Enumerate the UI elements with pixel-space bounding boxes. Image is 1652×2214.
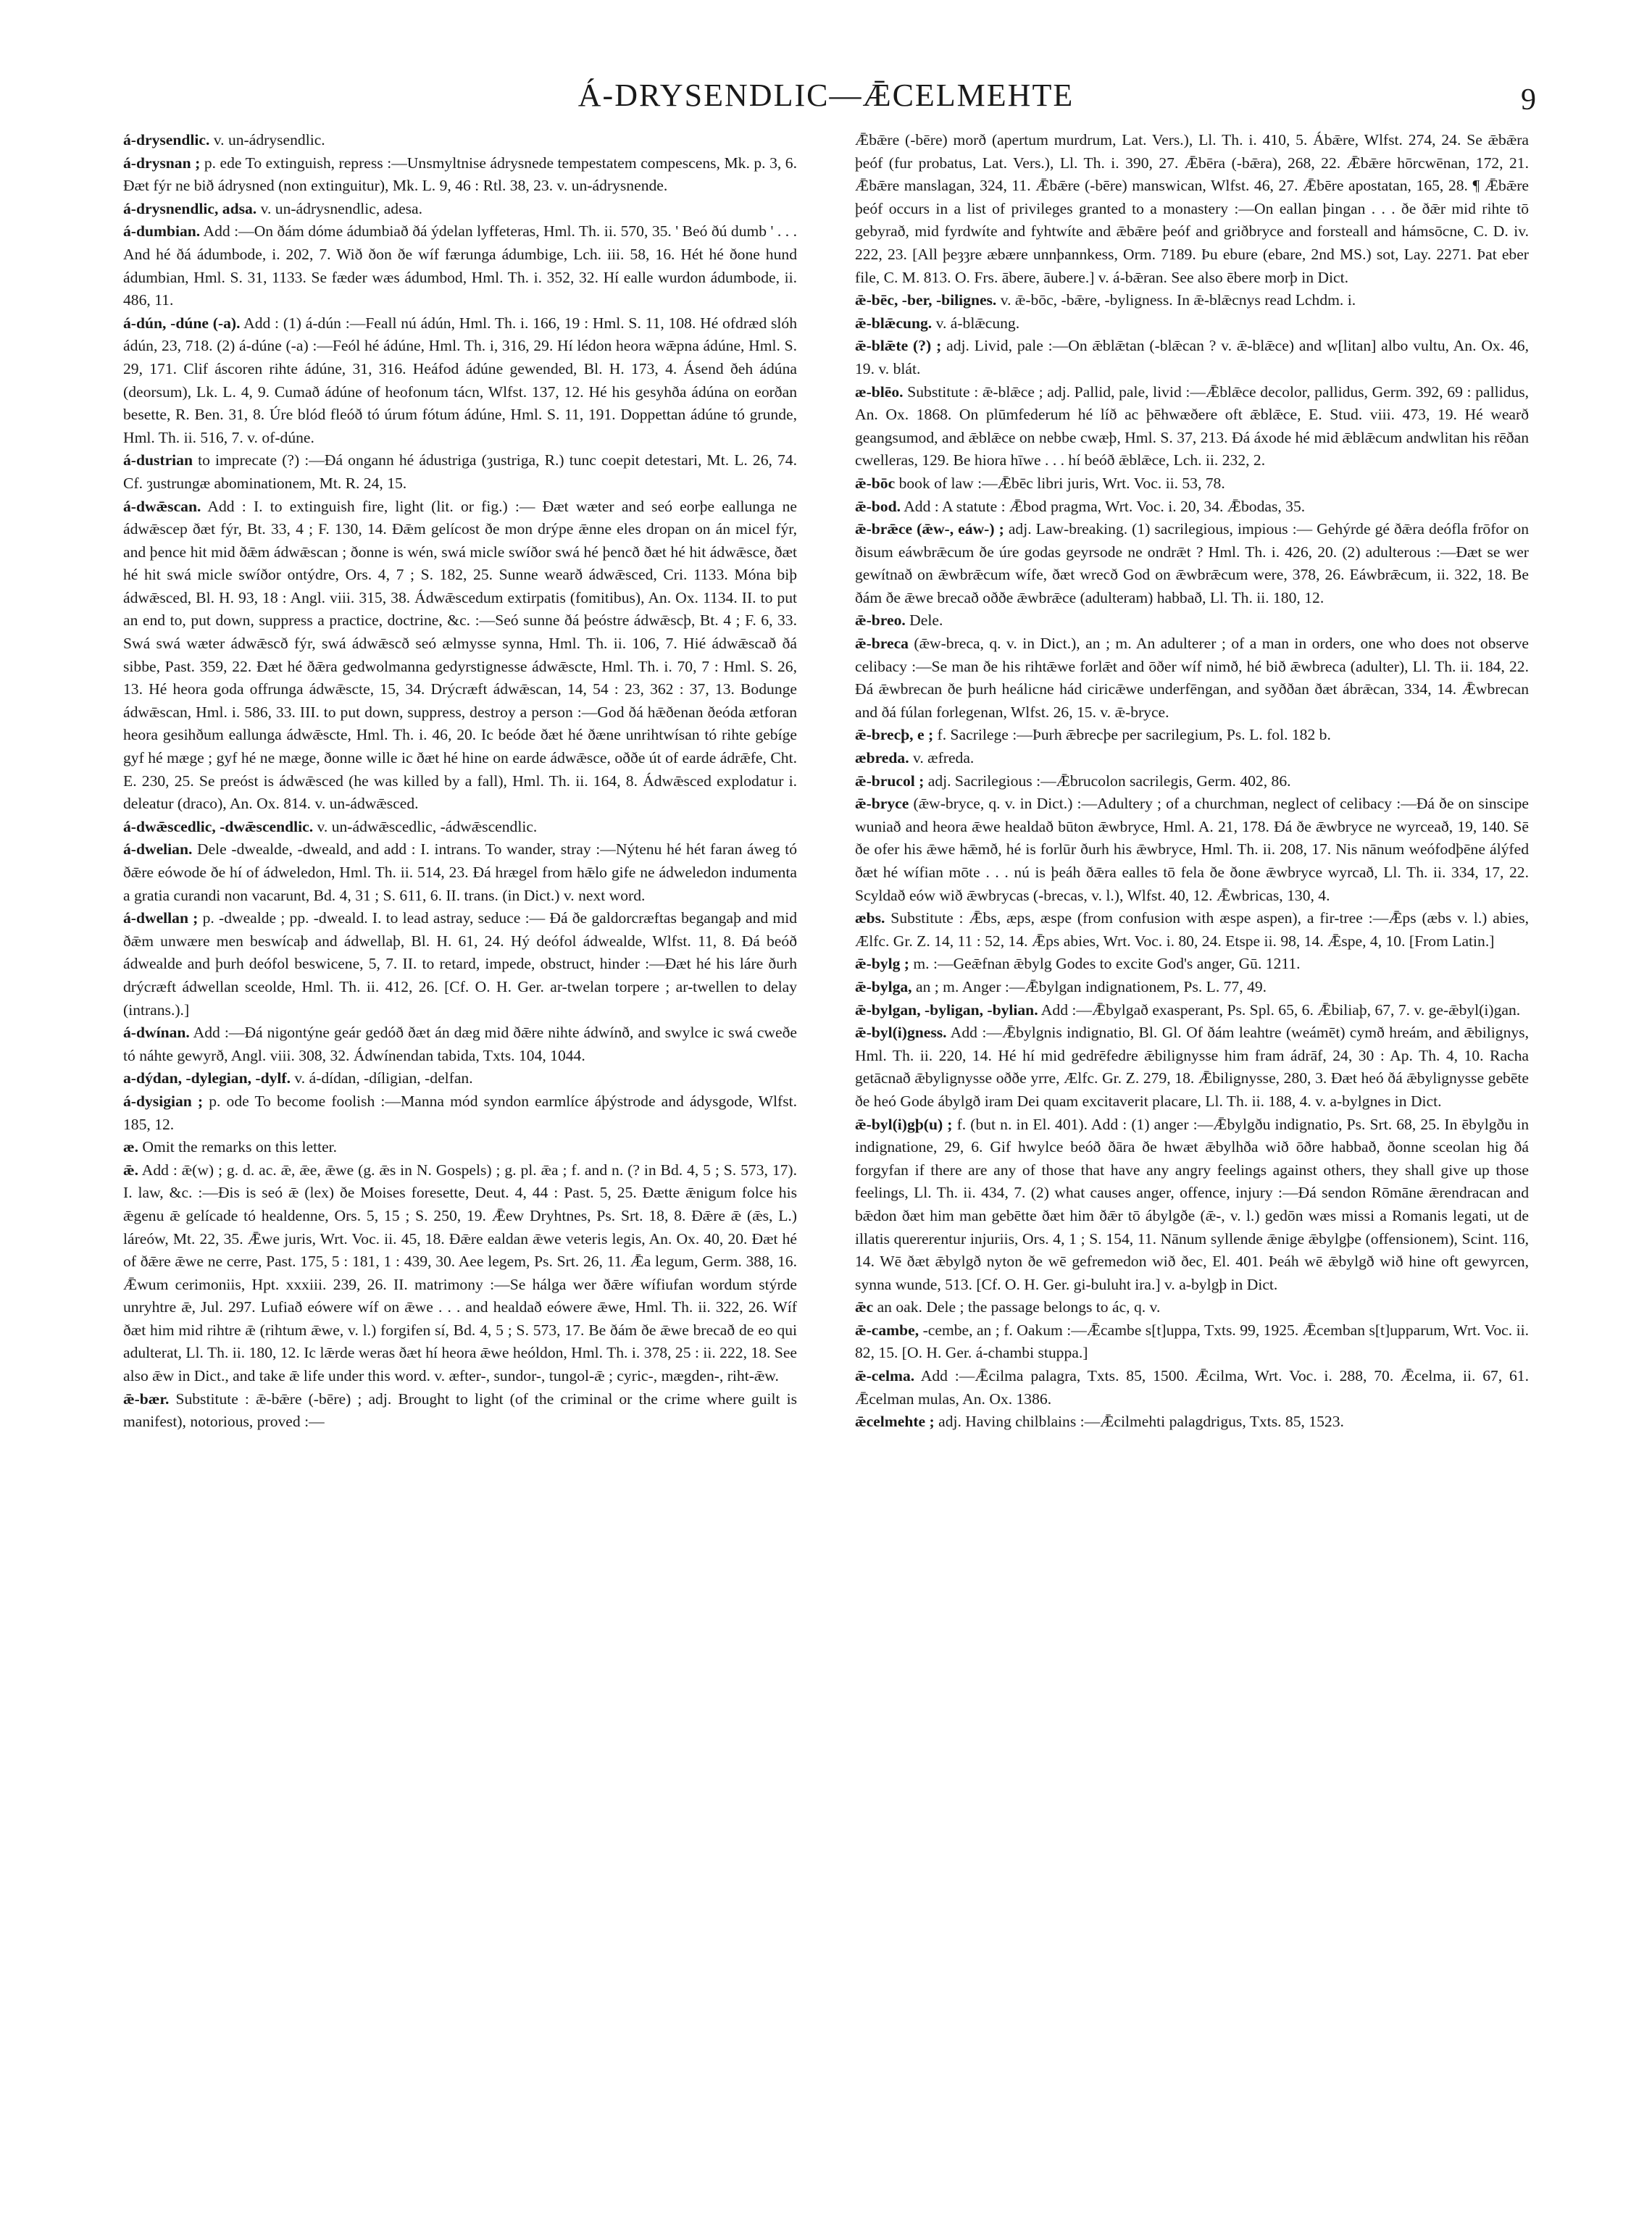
entry-text: Omit the remarks on this letter.: [138, 1138, 338, 1156]
entry-headword: á-dwelian.: [123, 840, 193, 859]
dictionary-entry: [855, 312, 1529, 335]
dictionary-entry: [855, 976, 1529, 999]
dictionary-entry: [855, 609, 1529, 632]
entry-text: f. (but n. in El. 401). Add : (1) anger :—Ǣbylgðu indignatio, Ps. Srt. 68, 25. In ēbylgðu in indignatione, 29, 6. Gif hwylce beóð ðāra ðe hwæt ǣbylhða wið ōðre habbað, ðonne sceolan hig ðá forgyfan if there are any of those that have any angry feelings against others, they shall give up those feelings, Ll. Th. ii. 434, 7. (2) what causes anger, offence, injury :—Ðá sendon Rōmāne ǣrendracan and bǣdon ðæt him man gebētte ðæt him ðǣr tō ábylgðe (ǣ-, v. l.) gedōn wæs missi a Romanis legati, ut de illatis quererentur injuriis, Ors. 4, 1 ; S. 154, 11. Nānum syllende ǣnige ǣbylgþe (offensionem), Scint. 116, 14. Wē ðæt ǣbylgð nyton ðe wē gefremedon wið ðec, El. 401. Þeáh wē ǣbylgð wið hine oft gewyrcen, synna wunde, 513. [Cf. O. H. Ger. gi-buluht ira.] v. a-bylgþ in Dict.: [855, 1115, 1529, 1293]
entry-text: v. á-dídan, -díligian, -delfan.: [290, 1069, 473, 1087]
dictionary-entry: [123, 220, 797, 312]
entry-headword: á-dysigian ;: [123, 1092, 204, 1110]
entry-text: adj. Livid, pale :—On ǣblǣtan (-blǣcan ? v. ǣ-blǣce) and w[litan] albo vultu, An. Ox. 46, 19. v. blát.: [855, 337, 1529, 377]
entry-headword: ǣ.: [123, 1161, 138, 1179]
entry-text: adj. Sacrilegious :—Ǣbrucolon sacrilegis, Germ. 402, 86.: [924, 772, 1291, 790]
entry-text: an oak. Dele ; the passage belongs to ác, q. v.: [873, 1298, 1161, 1316]
entry-text: Add : I. to extinguish fire, light (lit. or fig.) :— Ðæt wæter and seó eorþe eallunga ne ádwǣscep ðæt fýr, Bt. 33, 4 ; F. 130, 14. Ðǣm gelícost ðe mon drýpe ǣnne eles dropan on án micel fýr, and þence hit mid ðǣm ádwǣscan ; ðonne is wén, swá micle swíðor swá hé þencð ðæt hé hit ádwǣsce, ðæt hé hit swá micle swíðor ontýdre, Ors. 4, 7 ; S. 182, 25. Sunne wearð ádwǣsced, Cri. 1133. Móna biþ ádwǣsced, Bl. H. 93, 18 : Angl. viii. 315, 38. Ádwǣscedum extirpatis (fomitibus), An. Ox. 1134. II. to put an end to, put down, suppress a practice, doctrine, &c. :—Seó sunne ðá þeóstre ádwǣscþ, Bt. 4 ; F. 6, 33. Swá swá wæter ádwǣscð fýr, swá ádwǣscð seó ælmysse synna, Hml. Th. ii. 106, 7. Hié ádwǣscað ðá sibbe, Past. 359, 22. Ðæt hé ðǣra gedwolmanna gedyrstignesse ádwǣscte, Hml. Th. i. 70, 7 : Hml. S. 26, 13. Hé heora goda offrunga ádwǣscte, 15, 34. Drýcræft ádwǣscan, 14, 54 : 23, 362 : 37, 13. Bodunge ádwǣscan, Hml. i. 586, 33. III. to put down, suppress, destroy a person :—God ðá hǣðenan ðeóda ætforan heora gesihðum eallunga ádwǣscte, Hml. Th. i. 46, 20. Ic beóde ðæt hé ðæne unrihtwísan tó rihte gebíge gyf hé mæge ; gyf hé ne mæge, ðonne wille ic ðæt hé hine on earde ádwǣsce, oððe út of earde ádrǣfe, Cht. E. 230, 25. Se preóst is ádwǣsced (he was killed by a fall), Hml. Th. ii. 164, 8. Ádwǣsced explodatur i. deleatur (draco), An. Ox. 814. v. un-ádwǣsced.: [123, 497, 797, 813]
entry-text: Dele -dwealde, -dweald, and add : I. intrans. To wander, stray :—Nýtenu hé hét faran áweg tó ðǣre eówode ðe hí of ádweledon, Hml. Th. ii. 514, 23. Ðá hrægel from hǣlo gife ne ádweledon indumenta a gratia curandi non vacarunt, Bd. 4, 31 ; S. 611, 6. II. trans. (in Dict.) v. next word.: [123, 840, 797, 904]
dictionary-entry: [123, 129, 797, 152]
entry-text: p. ode To become foolish :—Manna mód syndon earmlíce áþýstrode and ádysgode, Wlfst. 185, 12.: [123, 1092, 797, 1133]
dictionary-entry: [855, 1114, 1529, 1297]
dictionary-entry: [123, 1388, 797, 1434]
entry-text: adj. Having chilblains :—Ǣcilmehti palagdrigus, Txts. 85, 1523.: [934, 1413, 1344, 1431]
entry-headword: á-dwellan ;: [123, 909, 199, 927]
dictionary-entry: [123, 1067, 797, 1090]
entry-text: Ǣbǣre (-bēre) morð (apertum murdrum, Lat. Vers.), Ll. Th. i. 410, 5. Ábǣre, Wlfst. 274, 24. Se ǣbǣra þeóf (fur probatus, Lat. Vers.), Ll. Th. i. 390, 27. Ǣbēra (-bǣra), 268, 22. Ǣbǣre hōrcwēnan, 172, 21. Ǣbǣre manslagan, 324, 11. Ǣbǣre (-bēre) manswican, Wlfst. 46, 27. Ǣbēre apostatan, 165, 28. ¶ Ǣbǣre þeóf occurs in a list of privileges granted to a monastery :—On eallan þingan . . . ðe ðǣr mid rihte tō gebyrað, mid fyrdwíte and fyhtwíte and ǣbǣre þeóf and griðbryce and forsteall and hámsōcne, C. D. iv. 222, 23. [All þeȝȝre æbære unnþannkess, Orm. 7189. Þu ebure (ebare, 2nd MS.) sot, Lay. 2271. Þat eber file, C. M. 813. O. Frs. ābere, āubere.] v. á-bǣran. See also ēbere morþ in Dict.: [855, 131, 1529, 286]
entry-text: book of law :—Ǣbēc libri juris, Wrt. Voc. ii. 53, 78.: [895, 474, 1225, 492]
dictionary-entry: [123, 312, 797, 450]
entry-text: Add :—Ǣcilma palagra, Txts. 85, 1500. Ǣcilma, Wrt. Voc. i. 288, 70. Ǣcelma, ii. 67, 61. Ǣcelman mulas, An. Ox. 1386.: [855, 1367, 1529, 1408]
entry-headword: æbs.: [855, 909, 885, 927]
entry-headword: ǣcelmehte ;: [855, 1413, 935, 1431]
entry-headword: ǣ-byl(i)gþ(u) ;: [855, 1115, 953, 1133]
dictionary-entry: [855, 793, 1529, 907]
entry-headword: ǣ-celma.: [855, 1367, 915, 1385]
dictionary-entry: [123, 1136, 797, 1159]
left-column: [123, 129, 797, 2186]
dictionary-entry: [123, 907, 797, 1022]
entry-headword: á-dwínan.: [123, 1024, 190, 1042]
entry-headword: ǣ-bod.: [855, 497, 901, 515]
dictionary-entry: [855, 496, 1529, 519]
dictionary-entry: [855, 747, 1529, 770]
dictionary-entry: [855, 518, 1529, 609]
entry-text: m. :—Geǣfnan ǣbylg Godes to excite God's anger, Gū. 1211.: [909, 955, 1301, 973]
dictionary-entry: [855, 1022, 1529, 1113]
entry-headword: ǣ-bryce: [855, 795, 909, 813]
dictionary-entry: [855, 724, 1529, 747]
entry-text: v. un-ádrysendlic.: [209, 131, 325, 149]
dictionary-entry: [123, 152, 797, 198]
entry-text: p. -dwealde ; pp. -dweald. I. to lead astray, seduce :— Ðá ðe galdorcræftas begangaþ and mid ðǣm unwære men beswícaþ and ádwellaþ, Bl. H. 61, 24. Hý deófol ádwealde, Wlfst. 11, 8. Ðá beóð ádwealde and þurh deófol beswicene, 5, 7. II. to retard, impede, obstruct, hinder :—Ðæt hé his láre ðurh drýcræft ádwellan sceolde, Hml. Th. ii. 412, 26. [Cf. O. H. Ger. ar-twelan torpere ; ar-twellen to delay (intrans.).]: [123, 909, 797, 1019]
entry-text: Add : A statute : Ǣbod pragma, Wrt. Voc. i. 20, 34. Ǣbodas, 35.: [901, 497, 1306, 515]
dictionary-entry: [855, 1319, 1529, 1365]
entry-text: Add : (1) á-dún :—Feall nú ádún, Hml. Th. i. 166, 19 : Hml. S. 11, 108. Hé ofdræd slóh ádún, 23, 718. (2) á-dúne (-a) :—Feól hé ádúne, Hml. Th. i, 316, 29. Hí lédon heora wǣpna ádúne, Hml. S. 29, 171. Clif áscoren rihte ádúne, 31, 316. Heáfod ádúne gewended, Bl. H. 173, 4. Ásend ðeh ádúna (deorsum), Lk. L. 4, 9. Cumað ádúne of heofonum tácn, Wlfst. 137, 12. Hé his gesyhða ádúna on eorðan besette, R. Ben. 31, 8. Úre blód fleóð tó úrum fótum ádúne, Hml. S. 11, 191. Doppettan ádúne tó grunde, Hml. Th. ii. 516, 7. v. of-dúne.: [123, 314, 797, 446]
entry-text: Add :—Ǣbylgnis indignatio, Bl. Gl. Of ðám leahtre (weámēt) cymð hreám, and ǣbilignys, Hml. Th. ii. 220, 14. Hé hí mid gedrēfedre ǣbilignysse him fram ádrāf, 24, 30 : Ap. Th. 4, 10. Racha getācnað ǣbylignysse oððe yrre, Ælfc. Gr. Z. 279, 18. Ǣbilignysse, 280, 3. Ðæt heó ðá ǣbylignysse gebēte ðe heó Gode ábylgð iram Dei quam excitaverit placare, Ll. Th. ii. 188, 4. v. a-bylgnes in Dict.: [855, 1024, 1529, 1110]
entry-headword: æbreda.: [855, 749, 909, 767]
entry-headword: á-dustrian: [123, 451, 193, 469]
entry-headword: ǣc: [855, 1298, 874, 1316]
entry-text: f. Sacrilege :—Þurh ǣbrecþe per sacrilegium, Ps. L. fol. 182 b.: [933, 726, 1331, 744]
running-head: Á-DRYSENDLIC—ǢCELMEHTE: [577, 78, 1075, 113]
dictionary-entry: [123, 449, 797, 495]
entry-headword: á-dwǣscan.: [123, 497, 201, 515]
entry-headword: a-dýdan, -dylegian, -dylf.: [123, 1069, 291, 1087]
page-number: 9: [1521, 83, 1536, 117]
entry-headword: ǣ-brucol ;: [855, 772, 925, 790]
entry-text: Substitute : Ǣbs, æps, æspe (from confusion with æspe aspen), a fir-tree :—Ǣps (æbs v. l.) abies, Ælfc. Gr. Z. 14, 11 : 52, 14. Ǣps abies, Wrt. Voc. i. 80, 24. Etspe ii. 98, 14. Ǣspe, 4, 10. [From Latin.]: [855, 909, 1529, 950]
entry-text: Add :—Ðá nigontýne geár gedóð ðæt án dæg mid ðǣre nihte ádwínð, and swylce ic swá cweðe tó náhte gewyrð, Angl. viii. 308, 32. Ádwínendan tabida, Txts. 104, 1044.: [123, 1024, 797, 1064]
entry-headword: á-drysnendlic, adsa.: [123, 199, 257, 217]
dictionary-entry: [855, 1411, 1529, 1434]
entry-headword: ǣ-bōc: [855, 474, 896, 492]
entry-text: p. ede To extinguish, repress :—Unsmyltnise ádrysnede tempestatem compescens, Mk. p. 3, 6. Ðæt fýr ne bið ádrysned (non extinguitur), Mk. L. 9, 46 : Rtl. 38, 23. v. un-ádrysnende.: [123, 154, 797, 195]
dictionary-entry: [855, 381, 1529, 472]
entry-text: (ǣw-breca, q. v. in Dict.), an ; m. An adulterer ; of a man in orders, one who does not observe celibacy :—Se man ðe his rihtǣwe forlǣt and ōðer wíf nimð, hé bið ǣwbreca (adulter), Ll. Th. ii. 184, 22. Ðá ǣwbrecan ðe þurh heálicne hád ciricǣwe underfēngan, and syððan ðæt ábrǣcan, 334, 14. Ǣwbrecan and ðá fúlan forlegenan, Wlfst. 26, 15. v. ǣ-bryce.: [855, 635, 1529, 721]
entry-headword: æ.: [123, 1138, 138, 1156]
entry-text: an ; m. Anger :—Ǣbylgan indignationem, Ps. L. 77, 49.: [911, 977, 1267, 995]
entry-headword: á-drysnan ;: [123, 154, 201, 172]
dictionary-entry: [123, 1022, 797, 1067]
entry-headword: ǣ-breo.: [855, 611, 906, 630]
entry-headword: ǣ-bær.: [123, 1390, 170, 1408]
entry-text: Substitute : ǣ-blǣce ; adj. Pallid, pale, livid :—Ǣblǣce decolor, pallidus, Germ. 392, 69 : pallidus, An. Ox. 1868. On plūmfederum hé líð ac þēhwæðere oft ǣblǣce, E. Stud. viii. 473, 19. Hé wearð geangsumod, and ǣblǣce on nebbe cwæþ, Hml. S. 37, 213. Ðá áxode hé mid ǣblǣcum andwlitan his rēðan cwelleras, 129. Be hiora hīwe . . . hí beóð ǣblǣce, Lch. ii. 232, 2.: [855, 383, 1529, 469]
dictionary-entry: [855, 953, 1529, 976]
entry-text: Dele.: [905, 611, 943, 630]
entry-text: (ǣw-bryce, q. v. in Dict.) :—Adultery ; of a churchman, neglect of celibacy :—Ðá ðe on sinscipe wuniað and heora ǣwe healdað būton ǣwbryce, Hml. A. 21, 178. Ðá ðe ǣwbryce ne wyrceað, 19, 140. Sē ðe ofer his ǣwe hǣmð, hé is forlūr ðurh his ǣwbryce, Hml. Th. ii. 208, 17. Nis nānum weófodþēne álýfed ðæt hé wífian mōte . . . nú is þeáh ðǣra ealles tō fela ðe ðone ǣwbryce wyrcað, Ll. Th. ii. 334, 17, 22. Scyldað eów wið ǣwbrycas (-brecas, v. l.), Wlfst. 40, 12. Ǣwbricas, 130, 4.: [855, 795, 1529, 904]
entry-headword: ǣ-breca: [855, 635, 909, 653]
entry-headword: á-dún, -dúne (-a).: [123, 314, 241, 332]
entry-text: v. á-blǣcung.: [932, 314, 1020, 332]
dictionary-entry: [855, 1296, 1529, 1319]
entry-headword: ǣ-byl(i)gness.: [855, 1024, 947, 1042]
dictionary-entry: [123, 816, 797, 839]
dictionary-entry: [855, 472, 1529, 496]
entry-text: Add : ǣ(w) ; g. d. ac. ǣ, ǣe, ǣwe (g. ǣs in N. Gospels) ; g. pl. ǣa ; f. and n. (? in Bd. 4, 5 ; S. 573, 17). I. law, &c. :—Ðis is seó ǣ (lex) ðe Moises foresette, Deut. 4, 44 : Past. 5, 25. Ðætte ǣnigum folce his ǣgenu ǣ gelícade tó healdenne, Ors. 5, 15 ; S. 250, 19. Ǣew Dryhtnes, Ps. Srt. 18, 8. Ðǣre ǣ (ǣs, L.) láreów, Mt. 22, 35. Ǣwe juris, Wrt. Voc. ii. 45, 18. Ðǣre ealdan ǣwe veteris legis, An. Ox. 40, 20. Ðæt hé of ðǣre ǣwe ne cerre, Past. 175, 5 : 181, 1 : 439, 30. Aee legem, Ps. Srt. 26, 11. Ǣa legum, Germ. 388, 16. Ǣwum cerimoniis, Hpt. xxxiii. 239, 26. II. matrimony :—Se hálga wer ðǣre wífiufan wordum stýrde unryhtre ǣ, Jul. 297. Lufiað eówere wíf on ǣwe . . . and healdað eówere ǣwe, Hml. Th. ii. 322, 26. Wíf ðæt him mid rihtre ǣ (rihtum ǣwe, v. l.) forgifen sí, Bd. 4, 5 ; S. 573, 17. Be ðám ðe ǣwe brecað de eo qui adulterat, Ll. Th. ii. 180, 12. Ic lǣrde weras ðæt hí heora ǣwe heóldon, Hml. Th. i. 378, 25 : ii. 222, 18. See also ǣw in Dict., and take ǣ life under this word. v. æfter-, sundor-, tungol-ǣ ; cyric-, mægden-, riht-ǣw.: [123, 1161, 797, 1385]
dictionary-entry: [123, 838, 797, 907]
entry-headword: ǣ-bylga,: [855, 977, 912, 995]
entry-text: v. un-ádrysnendlic, adesa.: [256, 199, 423, 217]
entry-headword: ǣ-cambe,: [855, 1321, 919, 1339]
entry-headword: æ-blēo.: [855, 383, 904, 401]
entry-headword: á-dwǣscedlic, -dwǣscendlic.: [123, 817, 314, 835]
dictionary-entry: [123, 496, 797, 816]
entry-text: to imprecate (?) :—Ðá ongann hé ádustriga (ȝustriga, R.) tunc coepit detestari, Mt. L. 26, 74. Cf. ȝustrungæ abominationem, Mt. R. 24, 15.: [123, 451, 797, 492]
dictionary-entry: [855, 999, 1529, 1022]
right-column: [855, 129, 1529, 2186]
entry-headword: ǣ-bylgan, -byligan, -bylian.: [855, 1001, 1038, 1019]
entry-text: Substitute : ǣ-bǣre (-bēre) ; adj. Brought to light (of the criminal or the crime where guilt is manifest), notorious, proved :—: [123, 1390, 797, 1431]
entry-headword: ǣ-brecþ, e ;: [855, 726, 934, 744]
entry-headword: ǣ-brǣce (ǣw-, eáw-) ;: [855, 520, 1004, 538]
entry-text: Add :—On ðám dóme ádumbiað ðá ýdelan lyffeteras, Hml. Th. ii. 570, 35. ' Beó ðú dumb ' . . . And hé ðá ádumbode, i. 202, 7. Wið ðon ðe wíf færunga ádumbige, Lch. iii. 58, 16. Hét hé ðone hund ádumbian, Hml. S. 31, 1133. Se fæder wæs ádumbod, Hml. Th. i. 352, 32. Hí ealle wurdon ádumbode, ii. 486, 11.: [123, 222, 797, 309]
dictionary-entry: [855, 632, 1529, 724]
entry-text: v. ǣ-bōc, -bǣre, -byligness. In ǣ-blǣcnys read Lchdm. i.: [996, 291, 1356, 309]
entry-headword: ǣ-bylg ;: [855, 955, 909, 973]
dictionary-entry: [855, 907, 1529, 953]
entry-headword: ǣ-blǣcung.: [855, 314, 933, 332]
entry-text: -cembe, an ; f. Oakum :—Ǣcambe s[t]uppa, Txts. 99, 1925. Ǣcemban s[t]upparum, Wrt. Voc. ii. 82, 15. [O. H. Ger. á-chambi stuppa.]: [855, 1321, 1529, 1362]
dictionary-entry: [855, 335, 1529, 380]
dictionary-entry: [123, 1159, 797, 1388]
dictionary-entry: [855, 129, 1529, 289]
entry-text: v. æfreda.: [909, 749, 975, 767]
entry-headword: ǣ-bēc, -ber, -bilignes.: [855, 291, 997, 309]
entry-text: Add :—Ǣbylgað exasperant, Ps. Spl. 65, 6. Ǣbiliaþ, 67, 7. v. ge-ǣbyl(i)gan.: [1038, 1001, 1521, 1019]
dictionary-entry: [123, 1090, 797, 1136]
entry-headword: á-drysendlic.: [123, 131, 210, 149]
entry-text: adj. Law-breaking. (1) sacrilegious, impious :— Gehýrde gé ðǣra deófla frōfor on ðisum eáwbrǣcum ðe úre godas geyrsode ne ondrǣt ? Hml. Th. i. 426, 20. (2) adulterous :—Ðæt se wer gewítnað on ǣwbrǣcum wífe, ðæt wrecð God on ǣwbrǣcum were, 378, 26. Eáwbrǣcum, ii. 322, 18. Be ðám ðe ǣwe brecað oððe ǣwbrǣce (adulteram) habbað, Ll. Th. ii. 180, 12.: [855, 520, 1529, 606]
dictionary-entry: [855, 770, 1529, 793]
entry-text: v. un-ádwǣscedlic, -ádwǣscendlic.: [313, 817, 538, 835]
dictionary-entry: [855, 289, 1529, 312]
dictionary-entry: [855, 1365, 1529, 1411]
dictionary-entry: [123, 198, 797, 221]
entry-headword: á-dumbian.: [123, 222, 201, 241]
entry-headword: ǣ-blǣte (?) ;: [855, 337, 942, 355]
page-header: [116, 72, 1536, 123]
